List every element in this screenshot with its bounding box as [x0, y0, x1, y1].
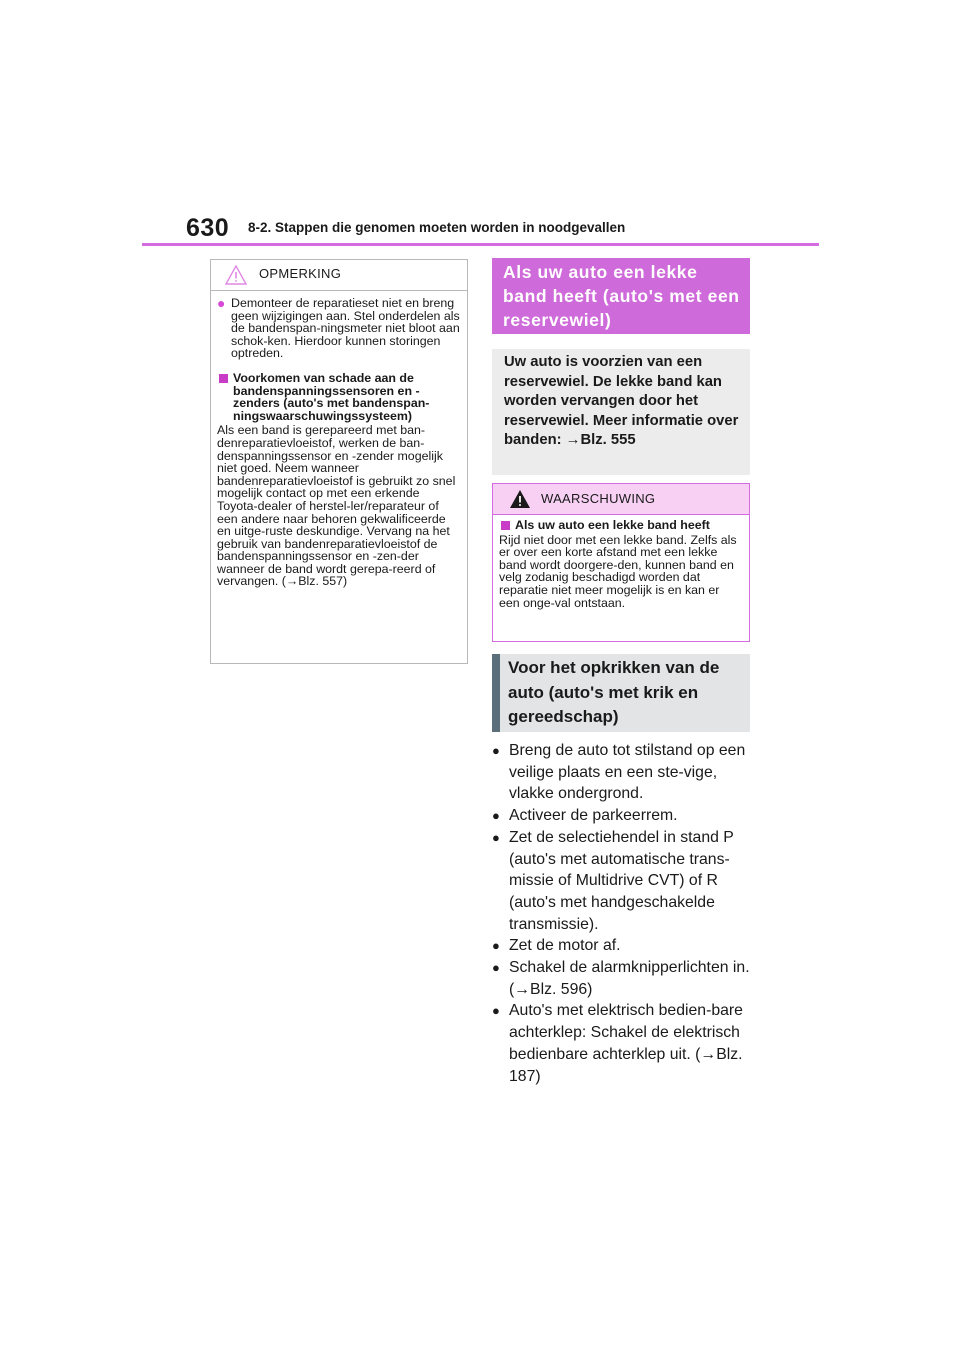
step-list	[492, 740, 754, 1087]
bullet-dot-icon: ●	[492, 938, 500, 954]
bullet-dot-icon: ●	[492, 1003, 500, 1019]
warning-subheading: Als uw auto een lekke band heeft	[515, 518, 710, 532]
page-number: 630	[186, 214, 230, 242]
list-item: ● Zet de motor af.	[492, 935, 754, 957]
caution-triangle-icon	[225, 265, 247, 285]
warning-triangle-icon	[509, 489, 531, 509]
spare-wheel-info: Uw auto is voorzien van een reservewiel. De lekke band kan worden vervangen door het reservewiel. Meer informatie over banden: →Blz. 555	[492, 349, 750, 475]
warning-box	[492, 483, 750, 642]
list-item: ● Activeer de parkeerrem.	[492, 805, 754, 827]
notice-subheading: Voorkomen van schade aan de bandenspanningssensoren en -zenders (auto's met bandenspan-ningswaarschuwingssysteem)	[233, 370, 430, 423]
bullet-dot-icon: ●	[492, 829, 500, 845]
notice-header	[211, 260, 467, 291]
notice-bullet	[217, 297, 461, 360]
notice-bullet-text: Demonteer de reparatieset niet en breng geen wijzigingen aan. Stel onderdelen als de bandenspan-ningsmeter niet bloot aan schok-ken. Hierdoor kunnen storingen optreden.	[231, 296, 460, 361]
notice-title: OPMERKING	[259, 266, 342, 281]
list-item: ● Breng de auto tot stilstand op een veilige plaats en een ste-vige, vlakke ondergrond.	[492, 740, 754, 805]
spare-wheel-heading: Als uw auto een lekke band heeft (auto's met een reservewiel)	[492, 258, 750, 334]
warning-title: WAARSCHUWING	[541, 491, 656, 506]
notice-box	[210, 259, 468, 664]
bullet-dot-icon: ●	[492, 743, 500, 758]
notice-paragraph: Als een band is gerepareerd met ban-denreparatievloeistof, werken de ban-denspanningssensor en -zender mogelijk niet goed. Neem wanneer bandenreparatievloeistof is gebruikt zo snel mogelijk contact op met een erkende Toyota-dealer of herstel-ler/reparateur of een andere naar behoren gekwalificeerde en uitge-ruste deskundige. Vervang na het gebruik van bandenreparatievloeistof de bandenspanningssensor en -zen-der wanneer de band wordt gerepa-reerd of vervangen. (→Blz. 557)	[217, 423, 456, 589]
list-item: ● Schakel de alarmknipperlichten in. (→Blz. 596)	[492, 957, 754, 1000]
bullet-dot-icon: ●	[217, 295, 226, 311]
bullet-dot-icon: ●	[492, 808, 500, 824]
warning-subheading-row	[499, 519, 743, 532]
warning-body	[493, 515, 749, 609]
jack-heading: Voor het opkrikken van de auto (auto's met krik en gereedschap)	[492, 654, 750, 732]
section-heading: 8-2. Stappen die genomen moeten worden in noodgevallen	[248, 220, 626, 235]
square-bullet-icon	[501, 521, 510, 530]
notice-body	[211, 291, 467, 588]
square-bullet-icon	[219, 374, 228, 383]
list-item: ● Auto's met elektrisch bedien-bare achterklep: Schakel de elektrisch bedienbare achterklep uit. (→Blz. 187)	[492, 1000, 754, 1087]
header-rule	[142, 243, 819, 246]
bullet-dot-icon: ●	[492, 960, 500, 976]
warning-paragraph: Rijd niet door met een lekke band. Zelfs als er over een korte afstand met een lekke band wordt doorgere-den, kunnen band en velg zodanig beschadigd worden dat reparatie niet meer mogelijk is en kan er een onge-val ontstaan.	[499, 532, 737, 610]
list-item: ● Zet de selectiehendel in stand P (auto's met automatische trans-missie of Multidrive CVT) of R (auto's met handgeschakelde transmissie).	[492, 827, 754, 936]
notice-subheading-row	[217, 372, 461, 422]
warning-header	[493, 484, 749, 515]
